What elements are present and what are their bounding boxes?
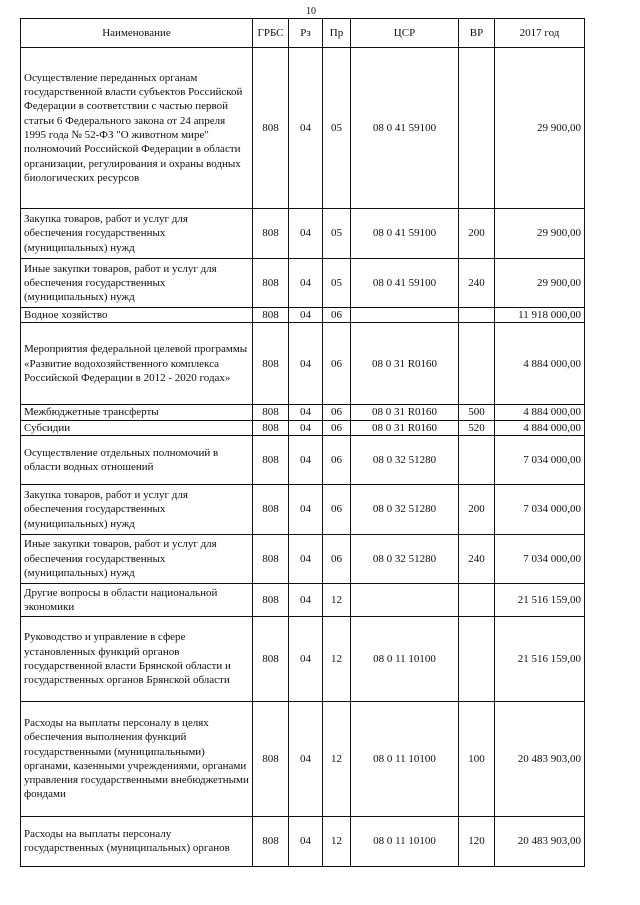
row-name: Руководство и управление в сфере установленных функций органов государственной власти Брянской области и государственных органов Брянской области — [21, 616, 253, 701]
row-rz: 04 — [289, 323, 323, 405]
row-csr: 08 0 31 R0160 — [351, 420, 459, 435]
row-csr: 08 0 32 51280 — [351, 484, 459, 534]
row-amount: 7 034 000,00 — [495, 435, 585, 484]
row-amount: 21 516 159,00 — [495, 616, 585, 701]
row-name: Субсидии — [21, 420, 253, 435]
row-amount: 20 483 903,00 — [495, 701, 585, 816]
row-amount: 29 900,00 — [495, 209, 585, 259]
row-rz: 04 — [289, 534, 323, 583]
row-rz: 04 — [289, 209, 323, 259]
row-vr: 200 — [459, 209, 495, 259]
header-csr: ЦСР — [351, 19, 459, 48]
table-row — [21, 484, 585, 534]
header-name: Наименование — [21, 19, 253, 48]
row-vr: 500 — [459, 405, 495, 420]
table-row — [21, 48, 585, 209]
table-row — [21, 435, 585, 484]
table-row — [21, 616, 585, 701]
row-amount: 20 483 903,00 — [495, 816, 585, 866]
row-amount: 21 516 159,00 — [495, 583, 585, 616]
row-csr: 08 0 31 R0160 — [351, 323, 459, 405]
table-row — [21, 420, 585, 435]
row-name: Иные закупки товаров, работ и услуг для обеспечения государственных (муниципальных) нужд — [21, 534, 253, 583]
row-rz: 04 — [289, 308, 323, 323]
row-vr: 120 — [459, 816, 495, 866]
row-pr: 12 — [323, 816, 351, 866]
row-amount: 29 900,00 — [495, 48, 585, 209]
row-vr — [459, 435, 495, 484]
row-rz: 04 — [289, 616, 323, 701]
row-name: Осуществление переданных органам государственной власти субъектов Российской Федерации в соответствии с частью первой статьи 6 Федерального закона от 24 апреля 1995 года № 52-ФЗ "О животном мире" полномочий Российской Федерации в области организации, регулирования и охраны водных биологических ресурсов — [21, 48, 253, 209]
row-grbs: 808 — [253, 816, 289, 866]
table-row — [21, 701, 585, 816]
row-rz: 04 — [289, 435, 323, 484]
row-pr: 06 — [323, 405, 351, 420]
row-grbs: 808 — [253, 420, 289, 435]
row-name: Водное хозяйство — [21, 308, 253, 323]
row-vr — [459, 308, 495, 323]
row-vr — [459, 323, 495, 405]
row-grbs: 808 — [253, 534, 289, 583]
row-pr: 06 — [323, 484, 351, 534]
row-rz: 04 — [289, 48, 323, 209]
row-rz: 04 — [289, 259, 323, 308]
row-vr — [459, 48, 495, 209]
row-csr: 08 0 32 51280 — [351, 534, 459, 583]
row-rz: 04 — [289, 405, 323, 420]
budget-table — [20, 18, 585, 867]
row-vr: 100 — [459, 701, 495, 816]
row-pr: 05 — [323, 259, 351, 308]
row-vr: 200 — [459, 484, 495, 534]
page-number: 10 — [306, 6, 316, 17]
row-grbs: 808 — [253, 209, 289, 259]
row-pr: 06 — [323, 420, 351, 435]
row-pr: 12 — [323, 616, 351, 701]
row-csr — [351, 583, 459, 616]
row-csr: 08 0 41 59100 — [351, 48, 459, 209]
row-pr: 12 — [323, 701, 351, 816]
row-name: Осуществление отдельных полномочий в области водных отношений — [21, 435, 253, 484]
row-pr: 12 — [323, 583, 351, 616]
header-grbs: ГРБС — [253, 19, 289, 48]
row-pr: 05 — [323, 209, 351, 259]
header-vr: ВР — [459, 19, 495, 48]
table-row — [21, 308, 585, 323]
table-row — [21, 534, 585, 583]
row-pr: 06 — [323, 534, 351, 583]
row-grbs: 808 — [253, 583, 289, 616]
row-grbs: 808 — [253, 701, 289, 816]
row-csr: 08 0 11 10100 — [351, 616, 459, 701]
row-csr: 08 0 32 51280 — [351, 435, 459, 484]
row-csr: 08 0 41 59100 — [351, 259, 459, 308]
row-name: Межбюджетные трансферты — [21, 405, 253, 420]
row-name: Другие вопросы в области национальной экономики — [21, 583, 253, 616]
table-row — [21, 209, 585, 259]
row-vr: 240 — [459, 259, 495, 308]
header-amount: 2017 год — [495, 19, 585, 48]
header-rz: Рз — [289, 19, 323, 48]
row-csr — [351, 308, 459, 323]
row-csr: 08 0 41 59100 — [351, 209, 459, 259]
header-pr: Пр — [323, 19, 351, 48]
row-pr: 06 — [323, 308, 351, 323]
row-name: Расходы на выплаты персоналу государственных (муниципальных) органов — [21, 816, 253, 866]
row-amount: 4 884 000,00 — [495, 323, 585, 405]
row-pr: 06 — [323, 323, 351, 405]
row-grbs: 808 — [253, 405, 289, 420]
row-name: Закупка товаров, работ и услуг для обеспечения государственных (муниципальных) нужд — [21, 209, 253, 259]
row-grbs: 808 — [253, 435, 289, 484]
row-vr — [459, 616, 495, 701]
row-pr: 05 — [323, 48, 351, 209]
row-name: Иные закупки товаров, работ и услуг для обеспечения государственных (муниципальных) нужд — [21, 259, 253, 308]
row-csr: 08 0 11 10100 — [351, 816, 459, 866]
row-grbs: 808 — [253, 308, 289, 323]
row-grbs: 808 — [253, 616, 289, 701]
row-name: Мероприятия федеральной целевой программы «Развитие водохозяйственного комплекса Российской Федерации в 2012 - 2020 годах» — [21, 323, 253, 405]
row-amount: 29 900,00 — [495, 259, 585, 308]
row-name: Закупка товаров, работ и услуг для обеспечения государственных (муниципальных) нужд — [21, 484, 253, 534]
table-row — [21, 583, 585, 616]
row-grbs: 808 — [253, 484, 289, 534]
row-amount: 11 918 000,00 — [495, 308, 585, 323]
row-rz: 04 — [289, 583, 323, 616]
row-rz: 04 — [289, 701, 323, 816]
row-name: Расходы на выплаты персоналу в целях обеспечения выполнения функций государственными (муниципальными) органами, казенными учреждениями, органами управления государственными внебюджетными фондами — [21, 701, 253, 816]
row-amount: 7 034 000,00 — [495, 534, 585, 583]
row-vr: 520 — [459, 420, 495, 435]
table-header-row — [21, 19, 585, 48]
row-amount: 4 884 000,00 — [495, 405, 585, 420]
row-amount: 7 034 000,00 — [495, 484, 585, 534]
row-rz: 04 — [289, 420, 323, 435]
row-vr — [459, 583, 495, 616]
row-pr: 06 — [323, 435, 351, 484]
row-csr: 08 0 31 R0160 — [351, 405, 459, 420]
row-grbs: 808 — [253, 323, 289, 405]
row-grbs: 808 — [253, 48, 289, 209]
table-row — [21, 259, 585, 308]
row-grbs: 808 — [253, 259, 289, 308]
table-row — [21, 405, 585, 420]
row-rz: 04 — [289, 484, 323, 534]
row-amount: 4 884 000,00 — [495, 420, 585, 435]
row-csr: 08 0 11 10100 — [351, 701, 459, 816]
row-rz: 04 — [289, 816, 323, 866]
row-vr: 240 — [459, 534, 495, 583]
table-row — [21, 816, 585, 866]
table-row — [21, 323, 585, 405]
